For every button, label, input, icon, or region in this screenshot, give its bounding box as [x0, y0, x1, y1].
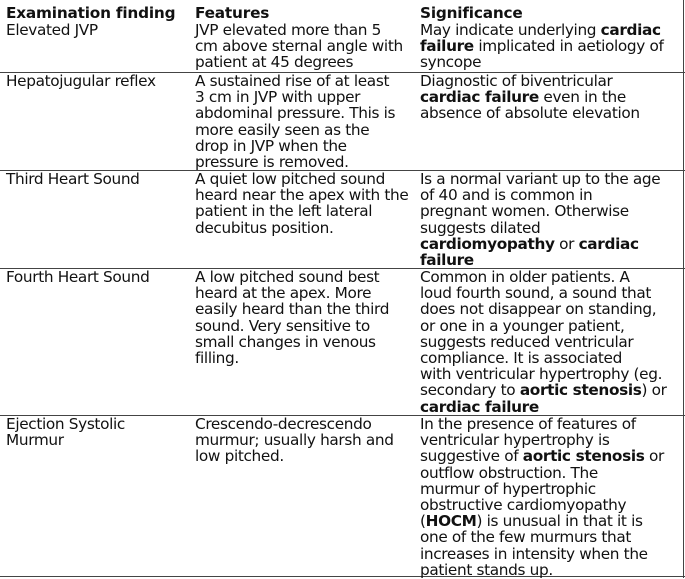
header-row — [0, 4, 685, 22]
significance-cell — [420, 171, 682, 268]
features-cell: Crescendo-decrescendo murmur; usually harsh and low pitched. — [195, 415, 394, 466]
significance-text: ) or — [641, 381, 667, 400]
table-row — [0, 416, 685, 577]
significance-text: or — [554, 234, 579, 253]
header-examination-finding: Examination finding — [6, 4, 176, 22]
significance-bold-term: HOCM — [425, 512, 477, 531]
table-row — [0, 269, 685, 416]
significance-text: In the presence of features of ventricular hypertrophy is suggestive of — [420, 415, 636, 466]
significance-bold-term: cardiac failure — [420, 21, 661, 56]
header-significance: Significance — [420, 4, 523, 22]
significance-cell — [420, 269, 682, 415]
significance-bold-term: cardiac failure — [420, 234, 639, 270]
significance-text: or outflow obstruction. The murmur of hypertrophic obstructive cardiomyopathy ( — [420, 447, 664, 531]
significance-text: Is a normal variant up to the age of 40 and is common in pregnant women. Otherwise suggests dilated — [420, 170, 661, 237]
significance-text: Diagnostic of biventricular — [420, 72, 613, 90]
significance-bold-term: aortic stenosis — [522, 447, 645, 466]
features-cell: A low pitched sound best heard at the apex. More easily heard than the third sound. Very sensitive to small changes in venous filling. — [195, 268, 390, 368]
significance-bold-term: cardiac failure — [420, 88, 539, 107]
finding-cell: Ejection Systolic Murmur — [6, 415, 125, 450]
features-cell: A quiet low pitched sound heard near the apex with the patient in the left lateral decubitus position. — [195, 170, 409, 237]
significance-bold-term: cardiomyopathy — [420, 234, 555, 253]
finding-cell: Hepatojugular reflex — [6, 72, 156, 90]
features-cell: A sustained rise of at least 3 cm in JVP with upper abdominal pressure. This is more easily seen as the drop in JVP when the pressure is removed. — [195, 72, 396, 172]
significance-bold-term: cardiac failure — [420, 397, 539, 416]
significance-cell — [420, 22, 682, 71]
table-row — [0, 171, 685, 269]
table-row — [0, 22, 685, 73]
finding-cell: Fourth Heart Sound — [6, 268, 150, 286]
header-features: Features — [195, 4, 270, 22]
right-border-line — [683, 0, 684, 578]
finding-cell: Elevated JVP — [6, 21, 98, 39]
significance-text: ) is unusual in that it is one of the few murmurs that increases in intensity when the patient stands up. — [420, 512, 648, 579]
significance-text: May indicate underlying — [420, 21, 601, 39]
table-row — [0, 73, 685, 171]
significance-cell — [420, 416, 682, 578]
significance-text: implicated in aetiology of syncope — [420, 37, 664, 72]
significance-bold-term: aortic stenosis — [519, 381, 642, 400]
significance-cell — [420, 73, 682, 122]
finding-cell: Third Heart Sound — [6, 170, 140, 188]
features-cell: JVP elevated more than 5 cm above sternal angle with patient at 45 degrees — [195, 21, 403, 72]
significance-text: Common in older patients. A loud fourth sound, a sound that does not disappear on standing, or one in a younger patient, suggests reduced ventricular compliance. It is associated with ventricular hypertrophy (eg. secondary to — [420, 268, 663, 400]
significance-text: even in the absence of absolute elevation — [420, 88, 640, 123]
